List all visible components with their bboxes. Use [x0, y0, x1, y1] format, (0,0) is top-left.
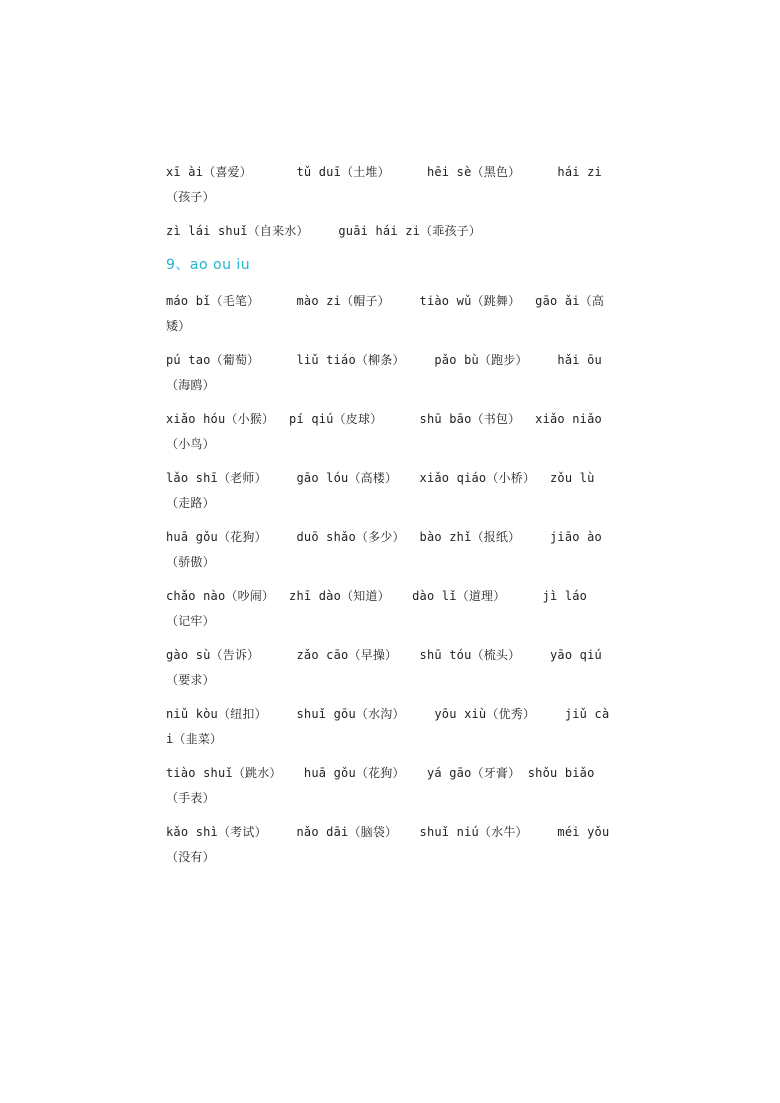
word-line-12: kǎo shì（考试） nǎo dāi（脑袋） shuǐ niú（水牛） méi yǒu（没有） [166, 825, 610, 864]
word-line-1: xī ài（喜爱） tǔ duī（土堆） hēi sè（黑色） hái zi（孩子） [166, 165, 602, 204]
word-line-10: niǔ kòu（纽扣） shuǐ gōu（水沟） yōu xiù（优秀） jiǔ cài（韭菜） [166, 707, 610, 746]
word-line-8: chǎo nào（吵闹） zhī dào（知道） dào lǐ（道理） jì láo（记牢） [166, 589, 588, 628]
word-line-9: gào sù（告诉） zǎo cāo（早操） shū tóu（梳头） yāo qiú（要求） [166, 648, 602, 687]
word-line-11: tiào shuǐ（跳水） huā gǒu（花狗） yá gāo（牙膏） shǒu biǎo（手表） [166, 766, 595, 805]
word-line-5: xiǎo hóu（小猴） pí qiú（皮球） shū bāo（书包） xiǎo niǎo（小鸟） [166, 412, 602, 451]
word-line-3: máo bǐ（毛笔） mào zi（帽子） tiào wǔ（跳舞） gāo ǎi（高矮） [166, 294, 605, 333]
word-line-6: lǎo shī（老师） gāo lóu（高楼） xiǎo qiáo（小桥） zǒu lù（走路） [166, 471, 595, 510]
document-content [166, 160, 611, 879]
word-line-7: huā gǒu（花狗） duō shǎo（多少） bào zhǐ（报纸） jiāo ào（骄傲） [166, 530, 602, 569]
section-heading: 9、ao ou iu [166, 257, 251, 273]
word-line-4: pú tao（葡萄） liǔ tiáo（柳条） pǎo bù（跑步） hǎi ōu（海鸥） [166, 353, 602, 392]
word-line-2: zì lái shuǐ（自来水） guāi hái zi（乖孩子） [166, 224, 482, 238]
